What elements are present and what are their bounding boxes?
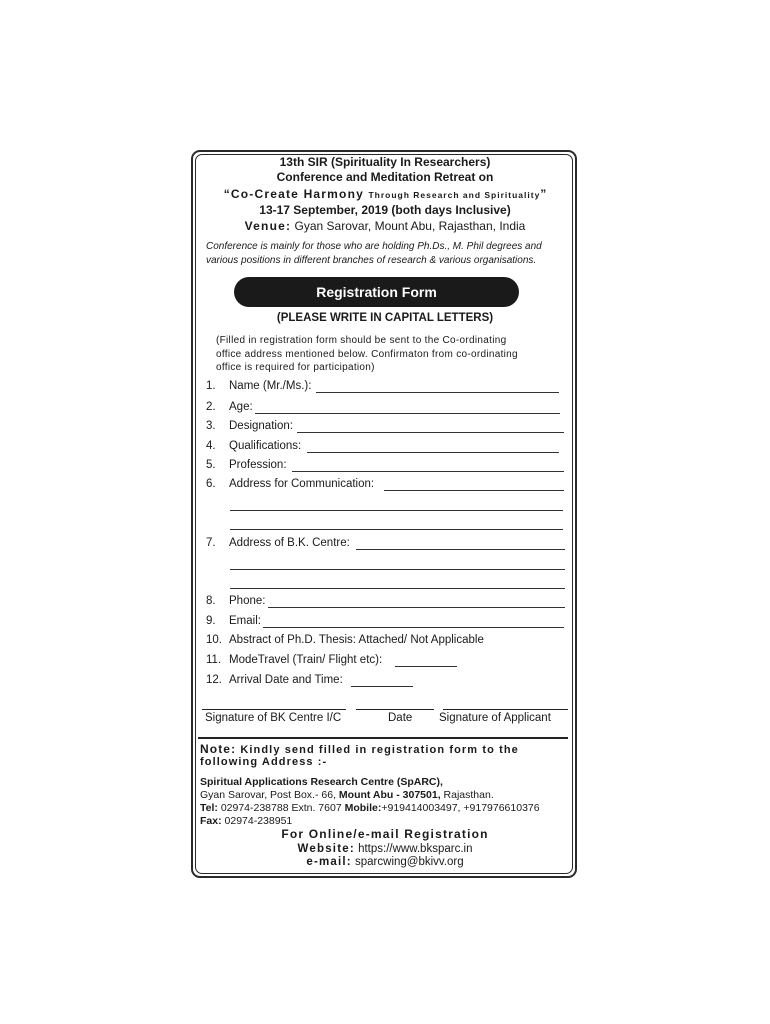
event-dates: 13-17 September, 2019 (both days Inclusive) — [259, 203, 511, 217]
field-number: 8. — [206, 595, 216, 607]
tel-value: 02974-238788 Extn. 7607 — [220, 802, 342, 814]
address-part-2: Mount Abu - 307501, — [338, 789, 441, 801]
field-number: 6. — [206, 478, 216, 490]
date-signature-label: Date — [388, 712, 413, 724]
field-label: Arrival Date and Time: — [229, 674, 343, 686]
field-label: Designation: — [229, 420, 293, 432]
centre-signature-label: Signature of BK Centre I/C — [205, 712, 342, 724]
note-line-2: following Address :- — [200, 756, 328, 768]
online-registration-heading: For Online/e-mail Registration — [281, 827, 489, 841]
communication-address-input-line-1[interactable] — [384, 490, 564, 491]
field-number: 1. — [206, 380, 216, 392]
field-label: Address of B.K. Centre: — [229, 537, 350, 549]
date-signature-line[interactable] — [356, 709, 434, 710]
note-text: Kindly send filled in registration form to the — [240, 744, 519, 756]
mode-of-travel-input-line[interactable] — [395, 666, 457, 667]
capital-letters-instruction: (PLEASE WRITE IN CAPITAL LETTERS) — [276, 312, 494, 324]
name-input-line[interactable] — [316, 392, 559, 393]
qualifications-input-line[interactable] — [307, 452, 559, 453]
section-divider — [198, 737, 568, 739]
website-label: Website: — [297, 843, 355, 855]
website-line — [195, 843, 575, 855]
eligibility-line-1: Conference is mainly for those who are holding Ph.Ds., M. Phil degrees and — [206, 241, 542, 252]
communication-address-input-line-3[interactable] — [230, 529, 563, 530]
mobile-value: +919414003497, +917976610376 — [381, 802, 540, 814]
submission-note-line-2: office address mentioned below. Confirmaton from co-ordinating — [216, 348, 518, 360]
mobile-label: Mobile: — [344, 802, 382, 814]
field-label: Name (Mr./Ms.): — [229, 380, 312, 392]
field-label: ModeTravel (Train/ Flight etc): — [229, 654, 383, 666]
applicant-signature-line[interactable] — [443, 709, 568, 710]
profession-input-line[interactable] — [292, 471, 564, 472]
applicant-signature-label: Signature of Applicant — [439, 712, 551, 724]
field-label: Qualifications: — [229, 440, 302, 452]
centre-signature-line[interactable] — [202, 709, 346, 710]
event-title: 13th SIR (Spirituality In Researchers) — [279, 155, 491, 169]
field-number: 7. — [206, 537, 216, 549]
email-label: e-mail: — [306, 856, 352, 868]
phone-input-line[interactable] — [268, 607, 565, 608]
age-input-line[interactable] — [255, 413, 560, 414]
organisation-name: Spiritual Applications Research Centre (SpARC), — [200, 776, 443, 788]
website-link[interactable]: https://www.bksparc.in — [358, 843, 473, 855]
bk-centre-address-input-line-3[interactable] — [230, 588, 565, 589]
contact-numbers — [200, 802, 540, 814]
address-part-3: Rajasthan. — [443, 789, 494, 801]
field-number: 3. — [206, 420, 216, 432]
field-number: 9. — [206, 615, 216, 627]
submission-note — [216, 334, 556, 375]
email-line — [195, 856, 575, 868]
venue-label: Venue: — [244, 219, 292, 233]
note-label: Note: — [200, 742, 237, 756]
submission-note-line-1: (Filled in registration form should be sent to the Co-ordinating — [216, 335, 507, 346]
note-line-1 — [200, 742, 519, 756]
bk-centre-address-input-line-1[interactable] — [356, 549, 565, 550]
communication-address-input-line-2[interactable] — [230, 510, 563, 511]
field-number: 5. — [206, 459, 216, 471]
designation-input-line[interactable] — [297, 432, 564, 433]
fax-label: Fax: — [200, 815, 222, 827]
field-number: 10. — [206, 634, 222, 646]
field-label: Abstract of Ph.D. Thesis: Attached/ Not Applicable — [229, 634, 484, 646]
theme-quote-close: ” — [540, 187, 547, 201]
address-part-1: Gyan Sarovar, Post Box.- 66, — [200, 789, 336, 801]
field-label: Phone: — [229, 595, 266, 607]
eligibility-line-2: various positions in different branches of research & various organisations. — [206, 255, 537, 266]
fax-number — [200, 815, 292, 827]
field-label: Email: — [229, 615, 261, 627]
theme-main: “Co-Create Harmony — [223, 187, 364, 201]
theme-secondary: Through Research and Spirituality — [368, 190, 541, 200]
event-subtitle: Conference and Meditation Retreat on — [276, 170, 494, 184]
postal-address — [200, 789, 494, 801]
arrival-date-time-input-line[interactable] — [351, 686, 413, 687]
field-number: 4. — [206, 440, 216, 452]
field-label: Age: — [229, 401, 253, 413]
submission-note-line-3: office is required for participation) — [216, 362, 375, 373]
tel-label: Tel: — [200, 802, 218, 814]
venue-value: Gyan Sarovar, Mount Abu, Rajasthan, India — [294, 219, 526, 233]
field-label: Address for Communication: — [229, 478, 375, 490]
fax-value: 02974-238951 — [224, 815, 293, 827]
field-number: 11. — [206, 654, 222, 666]
event-theme — [195, 185, 575, 203]
bk-centre-address-input-line-2[interactable] — [230, 569, 565, 570]
event-venue — [195, 219, 575, 233]
field-number: 2. — [206, 401, 216, 413]
field-number: 12. — [206, 674, 222, 686]
email-input-line[interactable] — [263, 627, 564, 628]
email-link[interactable]: sparcwing@bkivv.org — [355, 856, 464, 868]
registration-form-title: Registration Form — [234, 277, 519, 307]
field-label: Profession: — [229, 459, 287, 471]
